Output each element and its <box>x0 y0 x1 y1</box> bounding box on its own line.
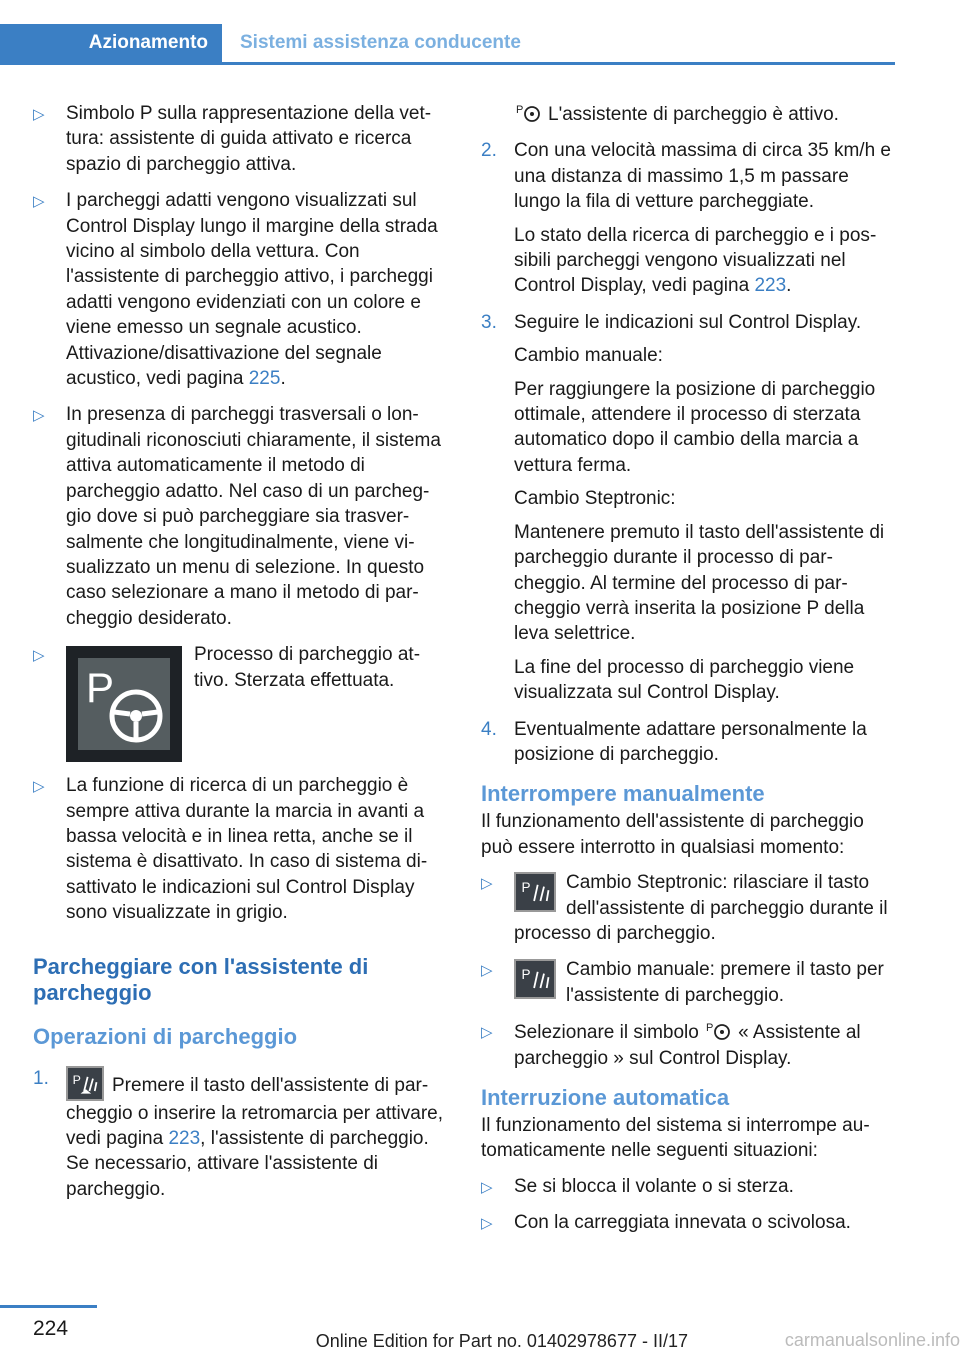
numbered-step <box>481 138 896 298</box>
svg-text:P: P <box>706 1022 714 1035</box>
step-subtext: La fine del processo di parcheggio viene visualizzata sul Control Display. <box>514 656 855 704</box>
list-item-text: Selezionare il simbolo <box>514 1022 699 1044</box>
step-subtext: Cambio Steptronic: <box>514 488 676 510</box>
list-item <box>481 957 896 1008</box>
left-column <box>33 101 448 1213</box>
subsection-heading: Operazioni di parcheggio <box>33 1023 298 1049</box>
step-text: Eventualmente adattare personalmente la posizione di parcheggio. <box>514 718 867 765</box>
paragraph: Il funzionamento dell'assistente di parcheggio può essere interrotto in qualsiasi momento: <box>481 811 864 858</box>
section-tab-subsection: Sistemi assistenza conducente <box>240 32 521 53</box>
step-text-end: , l'assistente di parcheggio. Se necessario, attivare l'assistente di parcheggio. <box>66 1127 429 1200</box>
watermark: carmanualsonline.info <box>784 1330 960 1350</box>
triangle-bullet-icon: ▷ <box>481 1024 493 1042</box>
triangle-bullet-icon: ▷ <box>481 1215 493 1233</box>
parking-steering-display-icon <box>66 646 182 762</box>
numbered-step <box>481 717 896 768</box>
step-text: Premere il tasto dell'assistente di parcheggio o inserire la retromarcia per attivare, vedi pagina <box>66 1074 444 1149</box>
svg-text:P: P <box>521 967 531 983</box>
list-item-text: Cambio manuale: premere il tasto per l'assistente di parcheggio. <box>566 959 884 1006</box>
triangle-bullet-icon: ▷ <box>481 875 493 893</box>
step-subtext: Cambio manuale: <box>514 345 663 367</box>
parking-assistant-button-icon <box>66 1066 104 1101</box>
triangle-bullet-icon: ▷ <box>33 778 45 796</box>
parking-assistant-button-icon <box>514 959 556 999</box>
step-number: 3. <box>481 311 497 333</box>
step-number: 2. <box>481 140 497 162</box>
numbered-step <box>33 1066 448 1203</box>
list-item-text: I parcheggi adatti vengono visualizzati sul Control Display lungo il margine della strada vicino al simbolo della vettura. Con l'assistente di parcheggio attivo, i parcheggi adatti vengono evidenziati con un colore e viene emesso un segnale acustico. Attivazione/disattivazione del segnale acustico, vedi pagina <box>66 190 438 390</box>
edition-footer: Online Edition for Part no. 01402978677 - II/17 <box>315 1331 688 1351</box>
triangle-bullet-icon: ▷ <box>33 193 45 211</box>
subsection-heading: Interrompere manualmente <box>481 781 765 807</box>
list-item <box>481 1174 896 1199</box>
triangle-bullet-icon: ▷ <box>33 647 45 665</box>
right-column <box>481 101 896 1247</box>
section-tab-active: Azionamento <box>0 24 222 62</box>
step-number: 4. <box>481 718 497 740</box>
triangle-bullet-icon: ▷ <box>33 407 45 425</box>
step-subtext: Per raggiungere la posizione di parcheggio ottimale, attendere il processo di sterzata automatico dopo il cambio della marcia a vettura ferma. <box>514 378 876 476</box>
step-subtext: Mantenere premuto il tasto dell'assistente di parcheggio durante il processo di parcheggio. Al termine del processo di parcheggio verrà inserita la posizione P della leva selettrice. <box>514 521 885 645</box>
page-link[interactable]: 223 <box>168 1127 201 1149</box>
list-item <box>33 773 448 925</box>
list-item-text: Se si blocca il volante o si sterza. <box>514 1175 794 1197</box>
step-subtext: Lo stato della ricerca di parcheggio e i possibili parcheggi vengono visualizzati nel Control Display, vedi pagina <box>514 224 877 297</box>
page-number-bar <box>0 1305 97 1308</box>
parking-steering-icon <box>514 101 544 123</box>
page-header <box>0 24 895 65</box>
triangle-bullet-icon: ▷ <box>33 106 45 123</box>
svg-text:P: P <box>521 880 531 896</box>
list-item-text-end: « Assistente al parcheggio » sul Control Display. <box>514 1022 861 1069</box>
list-item-text: Con la carreggiata innevata o scivolosa. <box>514 1212 851 1234</box>
punctuation: . <box>786 275 792 297</box>
list-item <box>33 188 448 391</box>
list-item-text: Simbolo P sulla rappresentazione della vettura: assistente di guida attivato e ricerca spazio di parcheggio attiva. <box>66 103 432 175</box>
list-item <box>33 101 448 177</box>
list-item <box>33 642 448 762</box>
status-text: L'assistente di parcheggio è attivo. <box>548 104 839 125</box>
page-link[interactable]: 223 <box>754 275 787 297</box>
section-heading: Parcheggiare con l'assistente di parcheggio <box>33 953 369 1005</box>
svg-text:P: P <box>86 664 115 712</box>
list-item-text: In presenza di parcheggi trasversali o longitudinali riconosciuti chiaramente, il sistema attiva automaticamente il metodo di parcheggio adatto. Nel caso di un parcheggio dove si può parcheggiare sia trasversalmente che longitudinalmente, viene visualizzato un menu di selezione. In questo caso selezionare a mano il metodo di parcheggio desiderato. <box>66 404 441 629</box>
svg-text:P: P <box>516 104 524 116</box>
list-item <box>33 402 448 631</box>
list-item-text: Processo di parcheggio attivo. Sterzata effettuata. <box>194 644 421 691</box>
page-number: 224 <box>33 1317 69 1340</box>
list-item <box>481 870 896 946</box>
list-item <box>481 1210 896 1235</box>
numbered-step <box>481 310 896 706</box>
triangle-bullet-icon: ▷ <box>481 1178 493 1196</box>
parking-assistant-button-icon <box>514 872 556 912</box>
punctuation: . <box>280 368 286 390</box>
step-number: 1. <box>33 1067 49 1089</box>
page-link[interactable]: 225 <box>248 368 281 390</box>
list-item-text: La funzione di ricerca di un parcheggio è sempre attiva durante la marcia in avanti a bassa velocità e in linea retta, anche se il sistema è disattivato. In caso di sistema disattivato le indicazioni sul Control Display sono visualizzate in grigio. <box>66 775 428 924</box>
paragraph: Il funzionamento del sistema si interrompe automaticamente nelle seguenti situazioni: <box>481 1115 870 1162</box>
status-line <box>481 101 896 127</box>
step-text: Con una velocità massima di circa 35 km/h e una distanza di massimo 1,5 m passare lungo la fila di vetture parcheggiate. <box>514 140 891 213</box>
triangle-bullet-icon: ▷ <box>481 962 493 980</box>
list-item <box>481 1019 896 1071</box>
list-item-text: Cambio Steptronic: rilasciare il tasto dell'assistente di parcheggio durante il processo di parcheggio. <box>514 872 888 944</box>
subsection-heading: Interruzione automatica <box>481 1085 730 1110</box>
parking-steering-icon <box>704 1019 734 1041</box>
step-text: Seguire le indicazioni sul Control Display. <box>514 311 862 333</box>
svg-text:P: P <box>72 1072 81 1087</box>
